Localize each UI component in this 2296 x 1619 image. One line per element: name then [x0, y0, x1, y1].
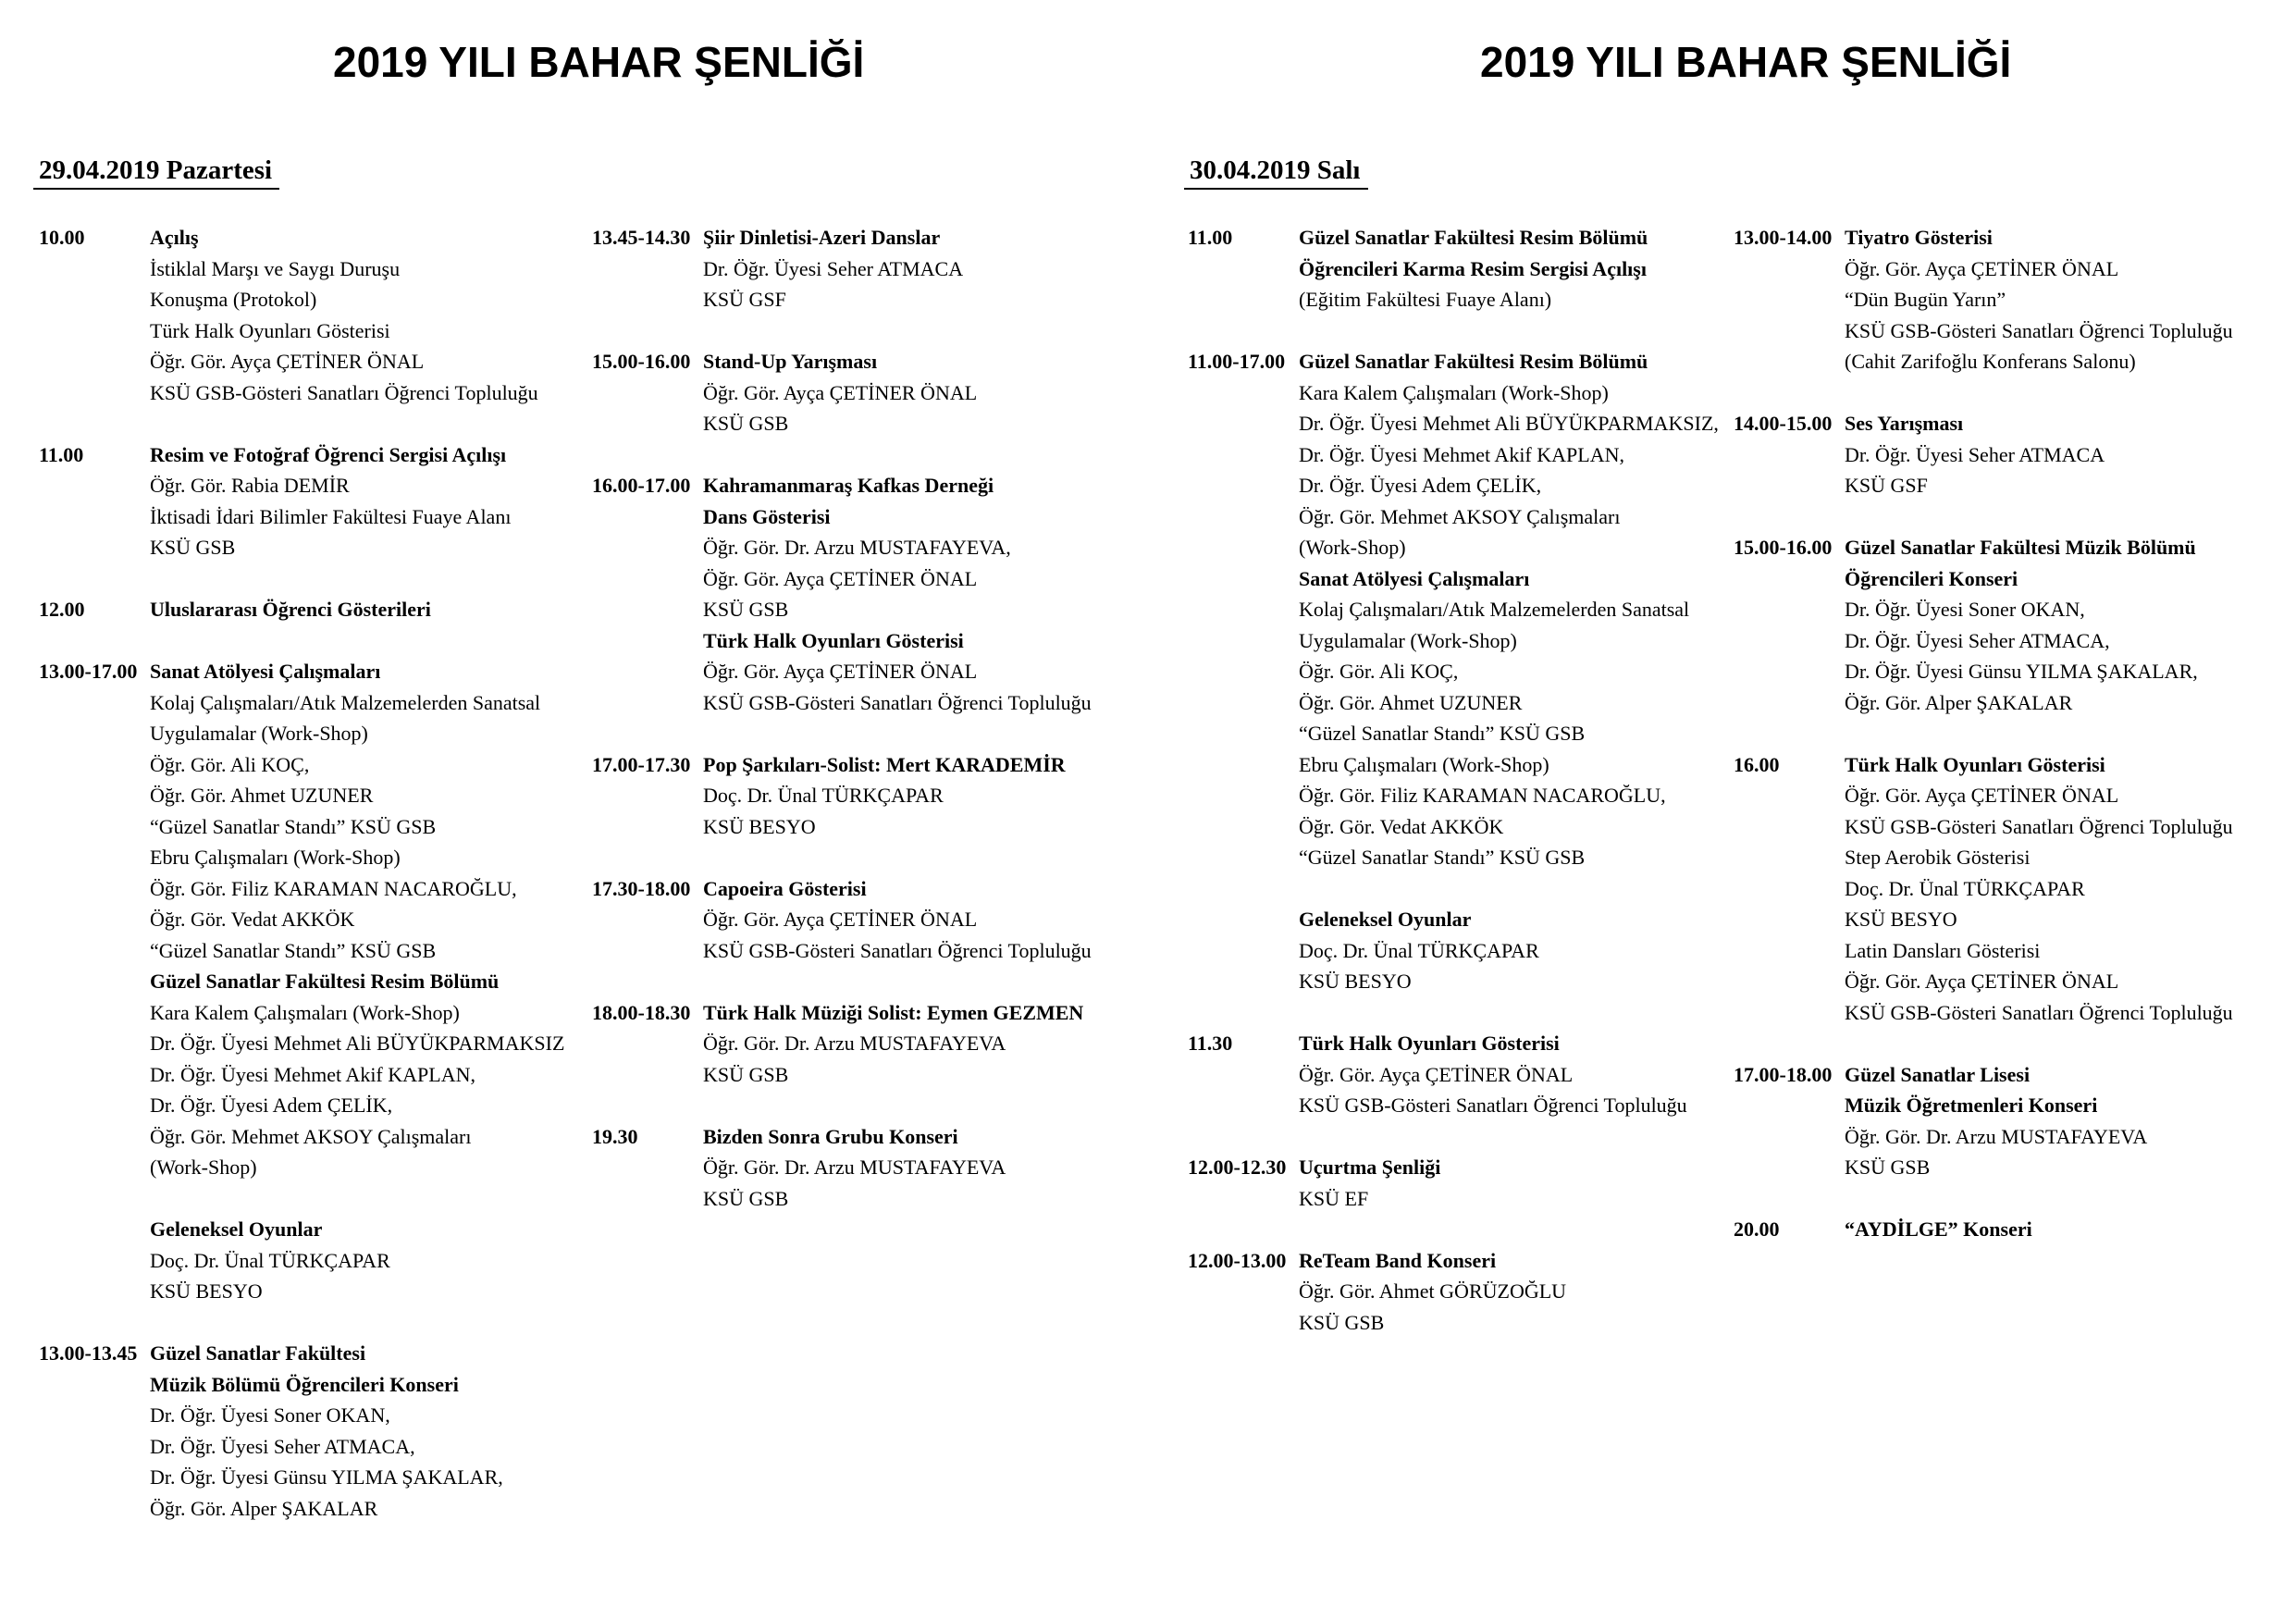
event-title: Türk Halk Müziği Solist: Eymen GEZMEN — [703, 1000, 1084, 1024]
event-time: 11.30 — [1188, 1032, 1233, 1055]
event-detail-line: Konuşma (Protokol) — [150, 288, 317, 311]
event-title: Ses Yarışması — [1845, 412, 1964, 435]
event-detail-line: KSÜ BESYO — [703, 814, 816, 838]
event-details — [1734, 1214, 2289, 1245]
day-heading-tuesday: 30.04.2019 Salı — [1184, 155, 1368, 190]
event-detail-line: Dr. Öğr. Üyesi Günsu YILMA ŞAKALAR, — [1845, 660, 2198, 683]
event-title: Uluslararası Öğrenci Gösterileri — [150, 598, 431, 621]
event-detail-line — [150, 563, 594, 595]
event-detail-line: Dr. Öğr. Üyesi Adem ÇELİK, — [1299, 474, 1542, 497]
page-title-right: 2019 YILI BAHAR ŞENLİĞİ — [1480, 38, 2012, 86]
event-detail-line: Doç. Dr. Ünal TÜRKÇAPAR — [703, 784, 944, 807]
event-detail-line — [703, 718, 1147, 749]
event-detail-line: KSÜ GSB-Gösteri Sanatları Öğrenci Topluluğu — [703, 690, 1092, 714]
event-detail-line: Öğr. Gör. Ali KOÇ, — [150, 752, 310, 776]
event-details — [1734, 532, 2289, 749]
event-detail-line: “Güzel Sanatlar Standı” KSÜ GSB — [1299, 846, 1586, 869]
event-detail-line: Dr. Öğr. Üyesi Mehmet Akif KAPLAN, — [1299, 442, 1624, 466]
event-detail-line: Öğr. Gör. Ahmet UZUNER — [150, 784, 374, 807]
event-title: Geleneksel Oyunlar — [150, 1217, 323, 1241]
event-title: Bizden Sonra Grubu Konseri — [703, 1124, 958, 1148]
event-detail-line — [703, 842, 1147, 873]
event-detail-line: Öğr. Gör. Ayça ÇETİNER ÖNAL — [703, 908, 978, 931]
schedule-event — [39, 439, 594, 595]
event-details — [1188, 1028, 1743, 1152]
event-detail-line: KSÜ EF — [1299, 1186, 1369, 1210]
event-title: “AYDİLGE” Konseri — [1845, 1217, 2032, 1241]
event-title: Müzik Öğretmenleri Konseri — [1845, 1094, 2098, 1117]
schedule-column — [1188, 222, 1743, 1338]
event-detail-line — [150, 408, 594, 439]
event-detail-line: Öğr. Gör. Ayça ÇETİNER ÖNAL — [150, 350, 425, 373]
event-detail-line: KSÜ GSB-Gösteri Sanatları Öğrenci Topluluğu — [703, 938, 1092, 962]
event-time: 11.00-17.00 — [1188, 350, 1286, 373]
event-detail-line — [703, 966, 1147, 997]
event-time: 13.45-14.30 — [592, 226, 691, 249]
schedule-event — [1734, 1059, 2289, 1215]
event-detail-line: Öğr. Gör. Ayça ÇETİNER ÖNAL — [1845, 256, 2119, 280]
schedule-event — [592, 470, 1147, 749]
event-detail-line — [1299, 1214, 1743, 1245]
event-time: 13.00-17.00 — [39, 660, 138, 683]
event-time: 12.00-13.00 — [1188, 1248, 1287, 1272]
event-detail-line: Latin Dansları Gösterisi — [1845, 938, 2041, 962]
event-detail-line: Öğr. Gör. Ahmet GÖRÜZOĞLU — [1299, 1279, 1567, 1303]
event-detail-line: Dr. Öğr. Üyesi Mehmet Ali BÜYÜKPARMAKSIZ, — [1299, 412, 1719, 435]
event-detail-line — [1299, 315, 1743, 347]
event-detail-line: Kolaj Çalışmaları/Atık Malzemelerden Sanatsal — [1299, 598, 1690, 621]
event-time: 13.00-13.45 — [39, 1341, 138, 1365]
event-title: Capoeira Gösterisi — [703, 876, 867, 900]
event-detail-line — [1299, 873, 1743, 905]
schedule-event — [1734, 408, 2289, 532]
event-detail-line: Kolaj Çalışmaları/Atık Malzemelerden Sanatsal — [150, 690, 541, 714]
event-detail-line — [1845, 501, 2289, 533]
page-title-left: 2019 YILI BAHAR ŞENLİĞİ — [333, 38, 865, 86]
event-detail-line: Öğr. Gör. Dr. Arzu MUSTAFAYEVA — [703, 1156, 1006, 1179]
event-detail-line: KSÜ GSB — [703, 598, 789, 621]
schedule-event — [592, 1121, 1147, 1215]
schedule-event — [39, 1338, 594, 1524]
event-title: Türk Halk Oyunları Gösterisi — [1845, 752, 2105, 776]
event-detail-line: KSÜ GSB — [1845, 1156, 1931, 1179]
event-title: Stand-Up Yarışması — [703, 350, 878, 373]
event-time: 16.00 — [1734, 752, 1780, 776]
event-detail-line: (Work-Shop) — [150, 1156, 257, 1179]
event-time: 20.00 — [1734, 1217, 1780, 1241]
schedule-event — [592, 873, 1147, 997]
event-detail-line: KSÜ GSB-Gösteri Sanatları Öğrenci Topluluğu — [1845, 814, 2233, 838]
event-detail-line — [1845, 1183, 2289, 1215]
event-time: 15.00-16.00 — [592, 350, 691, 373]
event-detail-line: Dr. Öğr. Üyesi Günsu YILMA ŞAKALAR, — [150, 1465, 503, 1489]
event-title: Sanat Atölyesi Çalışmaları — [1299, 566, 1530, 590]
event-detail-line — [703, 1090, 1147, 1121]
event-details — [592, 470, 1147, 749]
event-detail-line: Kara Kalem Çalışmaları (Work-Shop) — [150, 1000, 460, 1024]
event-title: Türk Halk Oyunları Gösterisi — [703, 628, 964, 652]
event-title: Öğrencileri Karma Resim Sergisi Açılışı — [1299, 256, 1647, 280]
event-title: Güzel Sanatlar Lisesi — [1845, 1062, 2031, 1086]
event-detail-line — [150, 625, 594, 657]
event-details — [1188, 346, 1743, 1028]
event-detail-line: Dr. Öğr. Üyesi Seher ATMACA — [1845, 442, 2105, 466]
schedule-event — [39, 656, 594, 1338]
event-detail-line: KSÜ GSF — [703, 288, 786, 311]
event-detail-line — [703, 315, 1147, 347]
event-detail-line: (Eğitim Fakültesi Fuaye Alanı) — [1299, 288, 1552, 311]
event-time: 19.30 — [592, 1124, 638, 1148]
schedule-event — [592, 749, 1147, 873]
event-detail-line: Türk Halk Oyunları Gösterisi — [150, 318, 390, 342]
event-detail-line: Öğr. Gör. Dr. Arzu MUSTAFAYEVA — [1845, 1124, 2148, 1148]
schedule-column — [1734, 222, 2289, 1245]
event-detail-line — [150, 1183, 594, 1215]
event-detail-line — [703, 439, 1147, 471]
event-detail-line: (Cahit Zarifoğlu Konferans Salonu) — [1845, 350, 2136, 373]
event-detail-line: Öğr. Gör. Ayça ÇETİNER ÖNAL — [1845, 970, 2119, 993]
event-title: Güzel Sanatlar Fakültesi Müzik Bölümü — [1845, 536, 2196, 559]
event-detail-line: Uygulamalar (Work-Shop) — [150, 722, 368, 745]
event-title: Kahramanmaraş Kafkas Derneği — [703, 474, 994, 497]
event-detail-line: KSÜ GSB — [150, 536, 236, 559]
event-detail-line: KSÜ GSB-Gösteri Sanatları Öğrenci Topluluğu — [1845, 1000, 2233, 1024]
event-time: 13.00-14.00 — [1734, 226, 1833, 249]
event-title: Açılış — [150, 226, 199, 249]
event-time: 16.00-17.00 — [592, 474, 691, 497]
schedule-column — [592, 222, 1147, 1214]
event-time: 11.00 — [39, 442, 84, 466]
event-title: Geleneksel Oyunlar — [1299, 908, 1472, 931]
event-detail-line: Kara Kalem Çalışmaları (Work-Shop) — [1299, 380, 1609, 404]
event-detail-line: Doç. Dr. Ünal TÜRKÇAPAR — [1845, 876, 2085, 900]
schedule-event — [1188, 1028, 1743, 1152]
event-detail-line: KSÜ GSB — [703, 412, 789, 435]
schedule-event — [1188, 1152, 1743, 1245]
event-title: Müzik Bölümü Öğrencileri Konseri — [150, 1372, 459, 1396]
event-time: 17.00-17.30 — [592, 752, 691, 776]
schedule-event — [1734, 749, 2289, 1059]
event-detail-line: “Güzel Sanatlar Standı” KSÜ GSB — [1299, 722, 1586, 745]
event-title: Sanat Atölyesi Çalışmaları — [150, 660, 381, 683]
event-time: 12.00-12.30 — [1188, 1156, 1287, 1179]
event-detail-line: KSÜ GSB-Gösteri Sanatları Öğrenci Topluluğu — [150, 380, 538, 404]
event-detail-line: “Güzel Sanatlar Standı” KSÜ GSB — [150, 938, 437, 962]
event-detail-line: KSÜ GSB — [1299, 1310, 1385, 1334]
event-detail-line: Öğr. Gör. Vedat AKKÖK — [1299, 814, 1504, 838]
event-detail-line: Öğr. Gör. Ayça ÇETİNER ÖNAL — [1845, 784, 2119, 807]
schedule-event — [592, 997, 1147, 1121]
event-detail-line: Öğr. Gör. Ayça ÇETİNER ÖNAL — [703, 380, 978, 404]
event-detail-line: Dr. Öğr. Üyesi Mehmet Ali BÜYÜKPARMAKSIZ — [150, 1032, 565, 1055]
event-detail-line: Öğr. Gör. Alper ŞAKALAR — [1845, 690, 2073, 714]
event-detail-line — [150, 1307, 594, 1339]
event-time: 17.30-18.00 — [592, 876, 691, 900]
event-title: Pop Şarkıları-Solist: Mert KARADEMİR — [703, 752, 1066, 776]
event-detail-line: Öğr. Gör. Ayça ÇETİNER ÖNAL — [1299, 1062, 1574, 1086]
event-detail-line: Step Aerobik Gösterisi — [1845, 846, 2031, 869]
event-title: Öğrencileri Konseri — [1845, 566, 2018, 590]
event-title: Dans Gösterisi — [703, 504, 831, 528]
event-title: Tiyatro Gösterisi — [1845, 226, 1993, 249]
event-detail-line — [1299, 1121, 1743, 1153]
event-detail-line: Öğr. Gör. Dr. Arzu MUSTAFAYEVA, — [703, 536, 1011, 559]
event-detail-line: Doç. Dr. Ünal TÜRKÇAPAR — [150, 1248, 390, 1272]
event-detail-line — [1845, 377, 2289, 409]
event-detail-line: KSÜ BESYO — [1299, 970, 1412, 993]
event-time: 10.00 — [39, 226, 85, 249]
schedule-column — [39, 222, 594, 1524]
event-detail-line: Dr. Öğr. Üyesi Mehmet Akif KAPLAN, — [150, 1062, 475, 1086]
event-detail-line: Öğr. Gör. Alper ŞAKALAR — [150, 1496, 378, 1520]
schedule-event — [1734, 222, 2289, 408]
event-detail-line: KSÜ GSB — [703, 1186, 789, 1210]
event-detail-line: KSÜ BESYO — [150, 1279, 263, 1303]
event-detail-line: Öğr. Gör. Vedat AKKÖK — [150, 908, 355, 931]
event-title: Güzel Sanatlar Fakültesi Resim Bölümü — [1299, 350, 1648, 373]
event-detail-line — [1845, 1028, 2289, 1059]
event-detail-line: Dr. Öğr. Üyesi Seher ATMACA — [703, 256, 964, 280]
schedule-event — [592, 222, 1147, 346]
schedule-event — [39, 594, 594, 656]
event-time: 15.00-16.00 — [1734, 536, 1833, 559]
event-detail-line: İstiklal Marşı ve Saygı Duruşu — [150, 256, 401, 280]
event-time: 17.00-18.00 — [1734, 1062, 1833, 1086]
schedule-event — [39, 222, 594, 439]
event-detail-line: KSÜ GSB-Gösteri Sanatları Öğrenci Topluluğu — [1845, 318, 2233, 342]
event-title: Türk Halk Oyunları Gösterisi — [1299, 1032, 1560, 1055]
schedule-event — [1188, 222, 1743, 346]
event-detail-line: (Work-Shop) — [1299, 536, 1406, 559]
event-detail-line: Öğr. Gör. Filiz KARAMAN NACAROĞLU, — [1299, 784, 1666, 807]
event-detail-line: Uygulamalar (Work-Shop) — [1299, 628, 1517, 652]
event-time: 11.00 — [1188, 226, 1233, 249]
event-time: 18.00-18.30 — [592, 1000, 691, 1024]
event-detail-line — [1845, 718, 2289, 749]
event-detail-line: Dr. Öğr. Üyesi Seher ATMACA, — [150, 1434, 415, 1458]
event-detail-line: Öğr. Gör. Rabia DEMİR — [150, 474, 350, 497]
event-title: Şiir Dinletisi-Azeri Danslar — [703, 226, 941, 249]
event-time: 14.00-15.00 — [1734, 412, 1833, 435]
event-detail-line: Öğr. Gör. Dr. Arzu MUSTAFAYEVA — [703, 1032, 1006, 1055]
event-title: Resim ve Fotoğraf Öğrenci Sergisi Açılışı — [150, 442, 507, 466]
event-detail-line: Öğr. Gör. Ayça ÇETİNER ÖNAL — [703, 566, 978, 590]
event-details — [39, 594, 594, 656]
schedule-event — [592, 346, 1147, 470]
event-detail-line: Öğr. Gör. Filiz KARAMAN NACAROĞLU, — [150, 876, 517, 900]
event-detail-line: Öğr. Gör. Ahmet UZUNER — [1299, 690, 1523, 714]
event-title: Güzel Sanatlar Fakültesi Resim Bölümü — [1299, 226, 1648, 249]
event-title: Güzel Sanatlar Fakültesi — [150, 1341, 366, 1365]
event-detail-line: Dr. Öğr. Üyesi Soner OKAN, — [1845, 598, 2085, 621]
event-detail-line: Öğr. Gör. Ayça ÇETİNER ÖNAL — [703, 660, 978, 683]
event-detail-line: Ebru Çalışmaları (Work-Shop) — [150, 846, 401, 869]
event-detail-line: KSÜ GSB — [703, 1062, 789, 1086]
event-title: Güzel Sanatlar Fakültesi Resim Bölümü — [150, 970, 500, 993]
event-detail-line: Doç. Dr. Ünal TÜRKÇAPAR — [1299, 938, 1539, 962]
event-details — [1734, 749, 2289, 1059]
schedule-event — [1734, 1214, 2289, 1245]
event-detail-line: Öğr. Gör. Mehmet AKSOY Çalışmaları — [150, 1124, 472, 1148]
event-detail-line: KSÜ GSB-Gösteri Sanatları Öğrenci Topluluğu — [1299, 1094, 1687, 1117]
event-detail-line: İktisadi İdari Bilimler Fakültesi Fuaye Alanı — [150, 504, 512, 528]
event-detail-line: “Dün Bugün Yarın” — [1845, 288, 2006, 311]
event-detail-line: KSÜ GSF — [1845, 474, 1928, 497]
event-time: 12.00 — [39, 598, 85, 621]
event-title: Uçurtma Şenliği — [1299, 1156, 1441, 1179]
schedule-event — [1734, 532, 2289, 749]
event-detail-line: Öğr. Gör. Mehmet AKSOY Çalışmaları — [1299, 504, 1621, 528]
event-detail-line: Ebru Çalışmaları (Work-Shop) — [1299, 752, 1549, 776]
event-details — [592, 1121, 1147, 1215]
event-title: ReTeam Band Konseri — [1299, 1248, 1497, 1272]
event-details — [39, 656, 594, 1338]
schedule-event — [1188, 346, 1743, 1028]
event-detail-line: “Güzel Sanatlar Standı” KSÜ GSB — [150, 814, 437, 838]
event-details — [1188, 222, 1743, 346]
schedule-event — [1188, 1245, 1743, 1339]
event-detail-line — [1299, 997, 1743, 1029]
event-detail-line: Dr. Öğr. Üyesi Seher ATMACA, — [1845, 628, 2110, 652]
event-details — [39, 439, 594, 595]
event-detail-line: Öğr. Gör. Ali KOÇ, — [1299, 660, 1459, 683]
event-detail-line: Dr. Öğr. Üyesi Soner OKAN, — [150, 1403, 390, 1427]
event-detail-line: Dr. Öğr. Üyesi Adem ÇELİK, — [150, 1094, 393, 1117]
day-heading-monday: 29.04.2019 Pazartesi — [33, 155, 279, 190]
event-details — [39, 222, 594, 439]
event-detail-line: KSÜ BESYO — [1845, 908, 1957, 931]
